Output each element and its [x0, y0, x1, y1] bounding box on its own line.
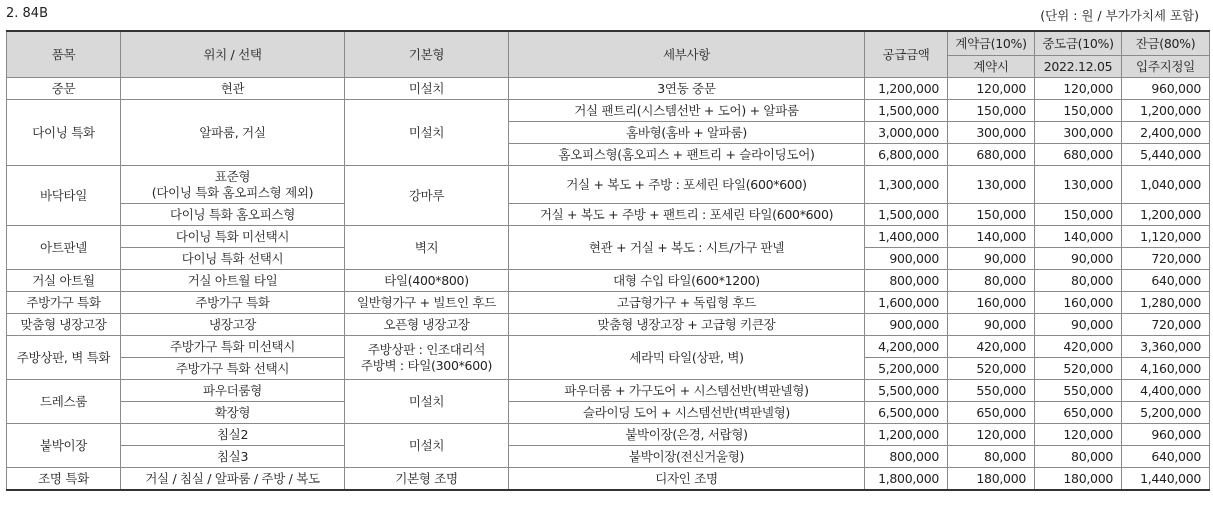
cell-location: 다이닝 특화 선택시 — [121, 248, 345, 270]
cell-balance: 720,000 — [1122, 314, 1210, 336]
cell-deposit: 130,000 — [948, 166, 1035, 204]
cell-deposit: 150,000 — [948, 204, 1035, 226]
cell-middle: 90,000 — [1035, 314, 1122, 336]
location-line: 표준형 — [214, 168, 251, 184]
cell-details: 디자인 조명 — [509, 468, 865, 491]
cell-supply: 900,000 — [865, 314, 948, 336]
cell-location: 거실 아트월 타일 — [121, 270, 345, 292]
cell-balance: 1,040,000 — [1122, 166, 1210, 204]
cell-supply: 800,000 — [865, 270, 948, 292]
cell-location: 확장형 — [121, 402, 345, 424]
cell-basic: 타일(400*800) — [345, 270, 509, 292]
cell-item: 다이닝 특화 — [7, 100, 121, 166]
col-header-supply: 공급금액 — [865, 31, 948, 78]
cell-deposit: 520,000 — [948, 358, 1035, 380]
header-bar — [0, 0, 1213, 30]
cell-balance: 1,120,000 — [1122, 226, 1210, 248]
cell-middle: 420,000 — [1035, 336, 1122, 358]
cell-supply: 900,000 — [865, 248, 948, 270]
cell-middle: 520,000 — [1035, 358, 1122, 380]
cell-supply: 1,400,000 — [865, 226, 948, 248]
cell-supply: 1,300,000 — [865, 166, 948, 204]
cell-location: 침실3 — [121, 446, 345, 468]
cell-details: 붙박이장(전신거울형) — [509, 446, 865, 468]
col-header-basic: 기본형 — [345, 31, 509, 78]
cell-details: 홈바형(홈바 + 알파룸) — [509, 122, 865, 144]
cell-supply: 4,200,000 — [865, 336, 948, 358]
cell-deposit: 90,000 — [948, 314, 1035, 336]
col-header-deposit: 계약금(10%) — [948, 31, 1035, 56]
cell-middle: 120,000 — [1035, 424, 1122, 446]
cell-balance: 960,000 — [1122, 424, 1210, 446]
col-header-item: 품목 — [7, 31, 121, 78]
col-header-details: 세부사항 — [509, 31, 865, 78]
cell-details: 거실 + 복도 + 주방 : 포세린 타일(600*600) — [509, 166, 865, 204]
cell-location: 거실 / 침실 / 알파룸 / 주방 / 복도 — [121, 468, 345, 491]
cell-middle: 140,000 — [1035, 226, 1122, 248]
cell-details: 슬라이딩 도어 + 시스템선반(벽판넬형) — [509, 402, 865, 424]
cell-deposit: 150,000 — [948, 100, 1035, 122]
cell-location: 냉장고장 — [121, 314, 345, 336]
col-header-location: 위치 / 선택 — [121, 31, 345, 78]
cell-balance: 1,440,000 — [1122, 468, 1210, 491]
table-row — [7, 446, 1210, 468]
cell-item: 주방가구 특화 — [7, 292, 121, 314]
cell-balance: 5,200,000 — [1122, 402, 1210, 424]
cell-basic: 미설치 — [345, 100, 509, 166]
cell-balance: 640,000 — [1122, 446, 1210, 468]
cell-details: 거실 + 복도 + 주방 + 팬트리 : 포세린 타일(600*600) — [509, 204, 865, 226]
table-row — [7, 336, 1210, 358]
cell-item: 붙박이장 — [7, 424, 121, 468]
table-row — [7, 380, 1210, 402]
col-subheader-deposit: 계약시 — [948, 56, 1035, 78]
cell-middle: 120,000 — [1035, 78, 1122, 100]
cell-balance: 2,400,000 — [1122, 122, 1210, 144]
model-label: 2. 84B — [6, 6, 48, 21]
cell-balance: 5,440,000 — [1122, 144, 1210, 166]
cell-deposit: 80,000 — [948, 270, 1035, 292]
cell-location: 침실2 — [121, 424, 345, 446]
cell-middle: 550,000 — [1035, 380, 1122, 402]
cell-basic: 강마루 — [345, 166, 509, 226]
table-row — [7, 78, 1210, 100]
cell-location: 주방가구 특화 미선택시 — [121, 336, 345, 358]
cell-deposit: 680,000 — [948, 144, 1035, 166]
table-row — [7, 226, 1210, 248]
cell-supply: 1,600,000 — [865, 292, 948, 314]
cell-middle: 80,000 — [1035, 446, 1122, 468]
cell-location: 다이닝 특화 미선택시 — [121, 226, 345, 248]
col-header-middle: 중도금(10%) — [1035, 31, 1122, 56]
cell-middle: 160,000 — [1035, 292, 1122, 314]
cell-item: 드레스룸 — [7, 380, 121, 424]
cell-supply: 1,200,000 — [865, 424, 948, 446]
basic-line: 주방상판 : 인조대리석 — [367, 341, 486, 357]
cell-deposit: 140,000 — [948, 226, 1035, 248]
cell-supply: 800,000 — [865, 446, 948, 468]
cell-balance: 1,200,000 — [1122, 100, 1210, 122]
cell-supply: 6,800,000 — [865, 144, 948, 166]
cell-deposit: 550,000 — [948, 380, 1035, 402]
cell-location: 현관 — [121, 78, 345, 100]
cell-supply: 1,200,000 — [865, 78, 948, 100]
basic-line-2: 주방벽 : 타일(300*600) — [360, 357, 493, 373]
cell-details: 파우더룸 + 가구도어 + 시스템선반(벽판넬형) — [509, 380, 865, 402]
cell-location: 알파룸, 거실 — [121, 100, 345, 166]
cell-basic: 오픈형 냉장고장 — [345, 314, 509, 336]
cell-location: 다이닝 특화 홈오피스형 — [121, 204, 345, 226]
cell-basic: 미설치 — [345, 380, 509, 424]
cell-balance: 960,000 — [1122, 78, 1210, 100]
cell-balance: 640,000 — [1122, 270, 1210, 292]
cell-details: 고급형가구 + 독립형 후드 — [509, 292, 865, 314]
cell-basic: 벽지 — [345, 226, 509, 270]
cell-basic: 일반형가구 + 빌트인 후드 — [345, 292, 509, 314]
cell-location: 파우더룸형 — [121, 380, 345, 402]
cell-supply: 6,500,000 — [865, 402, 948, 424]
cell-middle: 150,000 — [1035, 100, 1122, 122]
cell-middle: 300,000 — [1035, 122, 1122, 144]
cell-balance: 3,360,000 — [1122, 336, 1210, 358]
cell-middle: 130,000 — [1035, 166, 1122, 204]
cell-item: 조명 특화 — [7, 468, 121, 491]
cell-supply: 1,500,000 — [865, 204, 948, 226]
cell-middle: 80,000 — [1035, 270, 1122, 292]
table-row — [7, 468, 1210, 491]
cell-supply: 5,200,000 — [865, 358, 948, 380]
cell-deposit: 420,000 — [948, 336, 1035, 358]
unit-note: (단위 : 원 / 부가가치세 포함) — [1040, 8, 1199, 23]
cell-details: 붙박이장(은경, 서랍형) — [509, 424, 865, 446]
cell-balance: 720,000 — [1122, 248, 1210, 270]
cell-supply: 1,500,000 — [865, 100, 948, 122]
table-row — [7, 292, 1210, 314]
location-line-2: (다이닝 특화 홈오피스형 제외) — [151, 184, 314, 200]
table-row — [7, 314, 1210, 336]
cell-item: 바닥타일 — [7, 166, 121, 226]
option-price-table — [6, 30, 1210, 491]
cell-middle: 180,000 — [1035, 468, 1122, 491]
table-row — [7, 424, 1210, 446]
cell-details: 세라믹 타일(상판, 벽) — [509, 336, 865, 380]
cell-deposit: 650,000 — [948, 402, 1035, 424]
table-row — [7, 402, 1210, 424]
cell-supply: 1,800,000 — [865, 468, 948, 491]
cell-balance: 1,280,000 — [1122, 292, 1210, 314]
cell-basic: 미설치 — [345, 78, 509, 100]
cell-supply: 3,000,000 — [865, 122, 948, 144]
cell-item: 거실 아트월 — [7, 270, 121, 292]
cell-location: 주방가구 특화 선택시 — [121, 358, 345, 380]
cell-basic: 미설치 — [345, 424, 509, 468]
cell-details: 홈오피스형(홈오피스 + 팬트리 + 슬라이딩도어) — [509, 144, 865, 166]
cell-item: 아트판넬 — [7, 226, 121, 270]
cell-deposit: 300,000 — [948, 122, 1035, 144]
cell-details: 현관 + 거실 + 복도 : 시트/가구 판넬 — [509, 226, 865, 270]
cell-deposit: 180,000 — [948, 468, 1035, 491]
table-row — [7, 204, 1210, 226]
table-row — [7, 270, 1210, 292]
cell-deposit: 90,000 — [948, 248, 1035, 270]
cell-middle: 680,000 — [1035, 144, 1122, 166]
table-row — [7, 100, 1210, 122]
cell-deposit: 80,000 — [948, 446, 1035, 468]
cell-deposit: 120,000 — [948, 424, 1035, 446]
cell-basic: 기본형 조명 — [345, 468, 509, 491]
cell-balance: 4,400,000 — [1122, 380, 1210, 402]
cell-deposit: 120,000 — [948, 78, 1035, 100]
cell-location — [121, 166, 345, 204]
cell-supply: 5,500,000 — [865, 380, 948, 402]
cell-item: 맞춤형 냉장고장 — [7, 314, 121, 336]
cell-details: 대형 수입 타일(600*1200) — [509, 270, 865, 292]
table-row — [7, 166, 1210, 204]
col-subheader-middle: 2022.12.05 — [1035, 56, 1122, 78]
cell-location: 주방가구 특화 — [121, 292, 345, 314]
cell-balance: 4,160,000 — [1122, 358, 1210, 380]
cell-basic — [345, 336, 509, 380]
cell-details: 3연동 중문 — [509, 78, 865, 100]
cell-deposit: 160,000 — [948, 292, 1035, 314]
cell-balance: 1,200,000 — [1122, 204, 1210, 226]
cell-middle: 650,000 — [1035, 402, 1122, 424]
cell-middle: 150,000 — [1035, 204, 1122, 226]
col-subheader-balance: 입주지정일 — [1122, 56, 1210, 78]
col-header-balance: 잔금(80%) — [1122, 31, 1210, 56]
cell-details: 거실 팬트리(시스템선반 + 도어) + 알파룸 — [509, 100, 865, 122]
cell-middle: 90,000 — [1035, 248, 1122, 270]
cell-details: 맞춤형 냉장고장 + 고급형 키큰장 — [509, 314, 865, 336]
cell-item: 주방상판, 벽 특화 — [7, 336, 121, 380]
cell-item: 중문 — [7, 78, 121, 100]
